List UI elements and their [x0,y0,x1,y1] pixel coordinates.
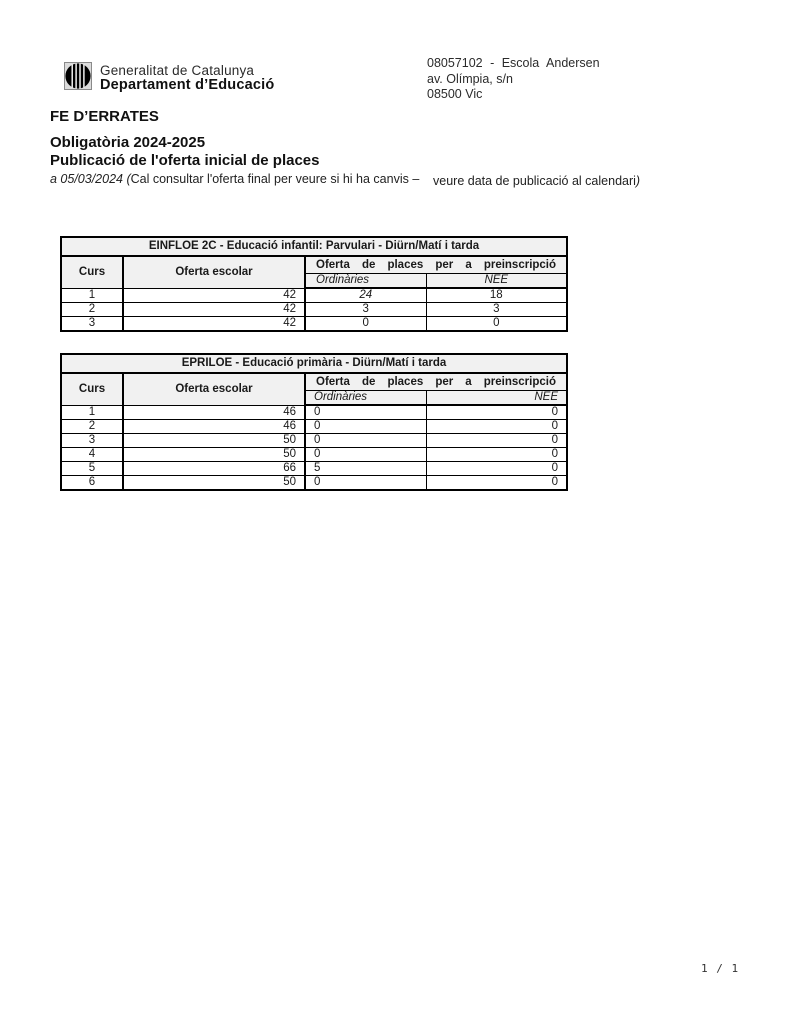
cell-nee: 3 [426,303,567,317]
date-italic: a 05/03/2024 ( [50,172,131,186]
cell-ordinaries: 0 [305,434,426,448]
school-city: 08500 Vic [427,87,483,101]
table-einfloe [60,236,568,332]
cell-oferta: 46 [123,405,305,420]
cell-oferta: 50 [123,434,305,448]
table-title: EINFLOE 2C - Educació infantil: Parvulari - Diürn/Matí i tarda [61,237,567,256]
cell-oferta: 42 [123,288,305,303]
cell-ordinaries: 0 [305,405,426,420]
table-row [61,448,567,462]
col-header-ordinaries: Ordinàries [305,391,426,406]
col-header-nee: NEE [426,391,567,406]
logo-org-name: Generalitat de Catalunya [100,63,255,78]
table-row [61,462,567,476]
note-close-paren: ) [635,174,641,188]
school-street: av. Olímpia, s/n [427,71,513,86]
cell-ordinaries: 3 [305,303,426,317]
note-text: Cal consultar l'oferta final per veure si hi ha canvis – [130,172,420,186]
cell-nee: 0 [426,476,567,491]
generalitat-senyera-icon [64,62,92,90]
cell-nee: 0 [426,317,567,332]
cell-oferta: 50 [123,476,305,491]
cell-curs: 3 [61,434,123,448]
col-header-curs: Curs [61,373,123,405]
col-header-oferta: Oferta escolar [123,256,305,288]
note-continuation [433,174,640,188]
cell-nee: 18 [426,288,567,303]
cell-nee: 0 [426,448,567,462]
errata-title: FE D’ERRATES [50,108,159,125]
cell-oferta: 42 [123,303,305,317]
table-epriloe [60,353,568,491]
cell-ordinaries: 0 [305,317,426,332]
cell-nee: 0 [426,434,567,448]
col-header-curs: Curs [61,256,123,288]
cell-ordinaries: 0 [305,448,426,462]
table-row [61,420,567,434]
page-number: 1 / 1 [701,962,740,975]
table-row [61,317,567,332]
cell-curs: 1 [61,288,123,303]
cell-ordinaries: 0 [305,420,426,434]
cell-curs: 3 [61,317,123,332]
table-row [61,354,567,373]
cell-ordinaries: 5 [305,462,426,476]
school-code-name: 08057102 - Escola Andersen [427,56,600,70]
cell-ordinaries: 0 [305,476,426,491]
cell-oferta: 50 [123,448,305,462]
table-row [61,303,567,317]
cell-curs: 2 [61,303,123,317]
col-header-oferta: Oferta escolar [123,373,305,405]
table-row [61,237,567,256]
school-address-block [427,56,600,103]
table-row [61,434,567,448]
logo-dept-name: Departament d’Educació [100,77,275,93]
cell-curs: 5 [61,462,123,476]
cell-oferta: 46 [123,420,305,434]
generalitat-header [64,62,274,93]
col-header-places: Oferta de places per a preinscripció [305,256,567,274]
table-row [61,373,567,391]
col-header-places: Oferta de places per a preinscripció [305,373,567,391]
table-row [61,476,567,491]
table-title: EPRILOE - Educació primària - Diürn/Matí i tarda [61,354,567,373]
cell-ordinaries: 24 [305,288,426,303]
cell-nee: 0 [426,462,567,476]
table-row [61,256,567,274]
table-row [61,288,567,303]
note-continuation-text: veure data de publicació al calendari [433,174,636,188]
logo-wordmark [100,62,274,93]
cell-nee: 0 [426,405,567,420]
cell-curs: 2 [61,420,123,434]
edition-subtitle: Obligatòria 2024-2025 [50,134,206,151]
cell-oferta: 42 [123,317,305,332]
cell-curs: 1 [61,405,123,420]
cell-oferta: 66 [123,462,305,476]
col-header-nee: NEE [426,274,567,289]
col-header-ordinaries: Ordinàries [305,274,426,289]
cell-curs: 4 [61,448,123,462]
table-row [61,405,567,420]
cell-nee: 0 [426,420,567,434]
publication-subtitle: Publicació de l'oferta inicial de places [50,152,320,169]
date-note-line [50,172,750,186]
cell-curs: 6 [61,476,123,491]
